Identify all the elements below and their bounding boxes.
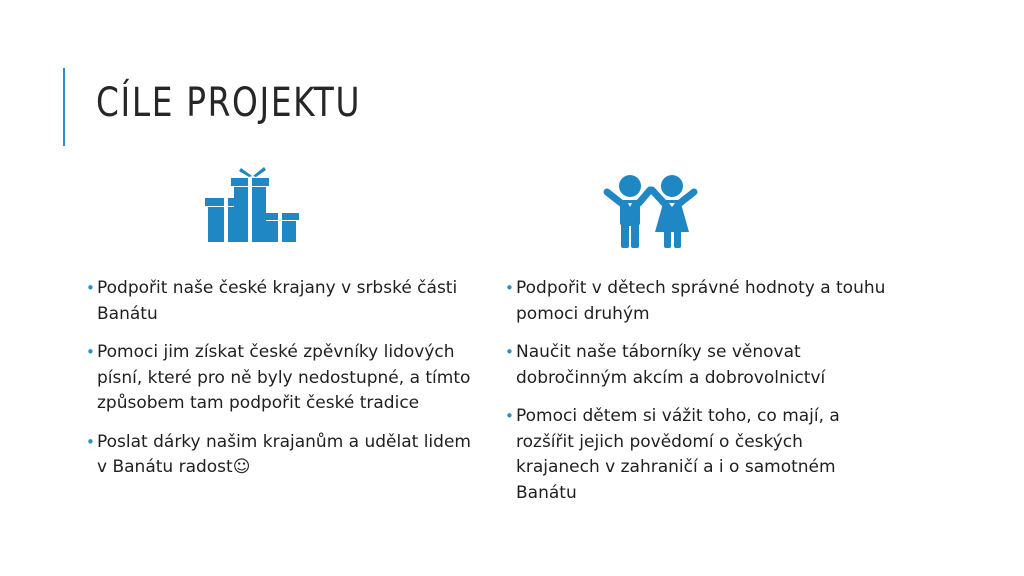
bullet-icon: • [86, 432, 95, 451]
list-item: • Naučit naše táborníky se věnovat dobročinným akcím a dobrovolnictví [505, 342, 826, 388]
right-goals-list [505, 276, 890, 519]
bullet-icon: • [505, 407, 514, 425]
bullet-icon: • [505, 343, 514, 361]
list-item: • Podpořit naše české krajany v srbské části Banátu [86, 278, 458, 324]
title-accent-bar [63, 68, 65, 146]
list-item: • Pomoci dětem si vážit toho, co mají, a rozšířit jejich povědomí o českých krajanech v zahraničí a i o samotném Banátu [505, 406, 840, 503]
gift-boxes-icon [203, 166, 301, 242]
children-holding-hands-icon [601, 172, 699, 248]
list-item: • Poslat dárky našim krajanům a udělat lidem v Banátu radost☺ [86, 431, 471, 477]
bullet-icon: • [86, 279, 95, 297]
bullet-icon: • [505, 279, 514, 297]
left-goals-list [86, 276, 471, 494]
bullet-icon: • [86, 343, 95, 361]
list-item: • Pomoci jim získat české zpěvníky lidových písní, které pro ně byly nedostupné, a tímto způsobem tam podpořit české tradice [86, 342, 471, 413]
list-item: • Podpořit v dětech správné hodnoty a touhu pomoci druhým [505, 278, 886, 324]
slide-title: CÍLE PROJEKTU [96, 80, 362, 126]
